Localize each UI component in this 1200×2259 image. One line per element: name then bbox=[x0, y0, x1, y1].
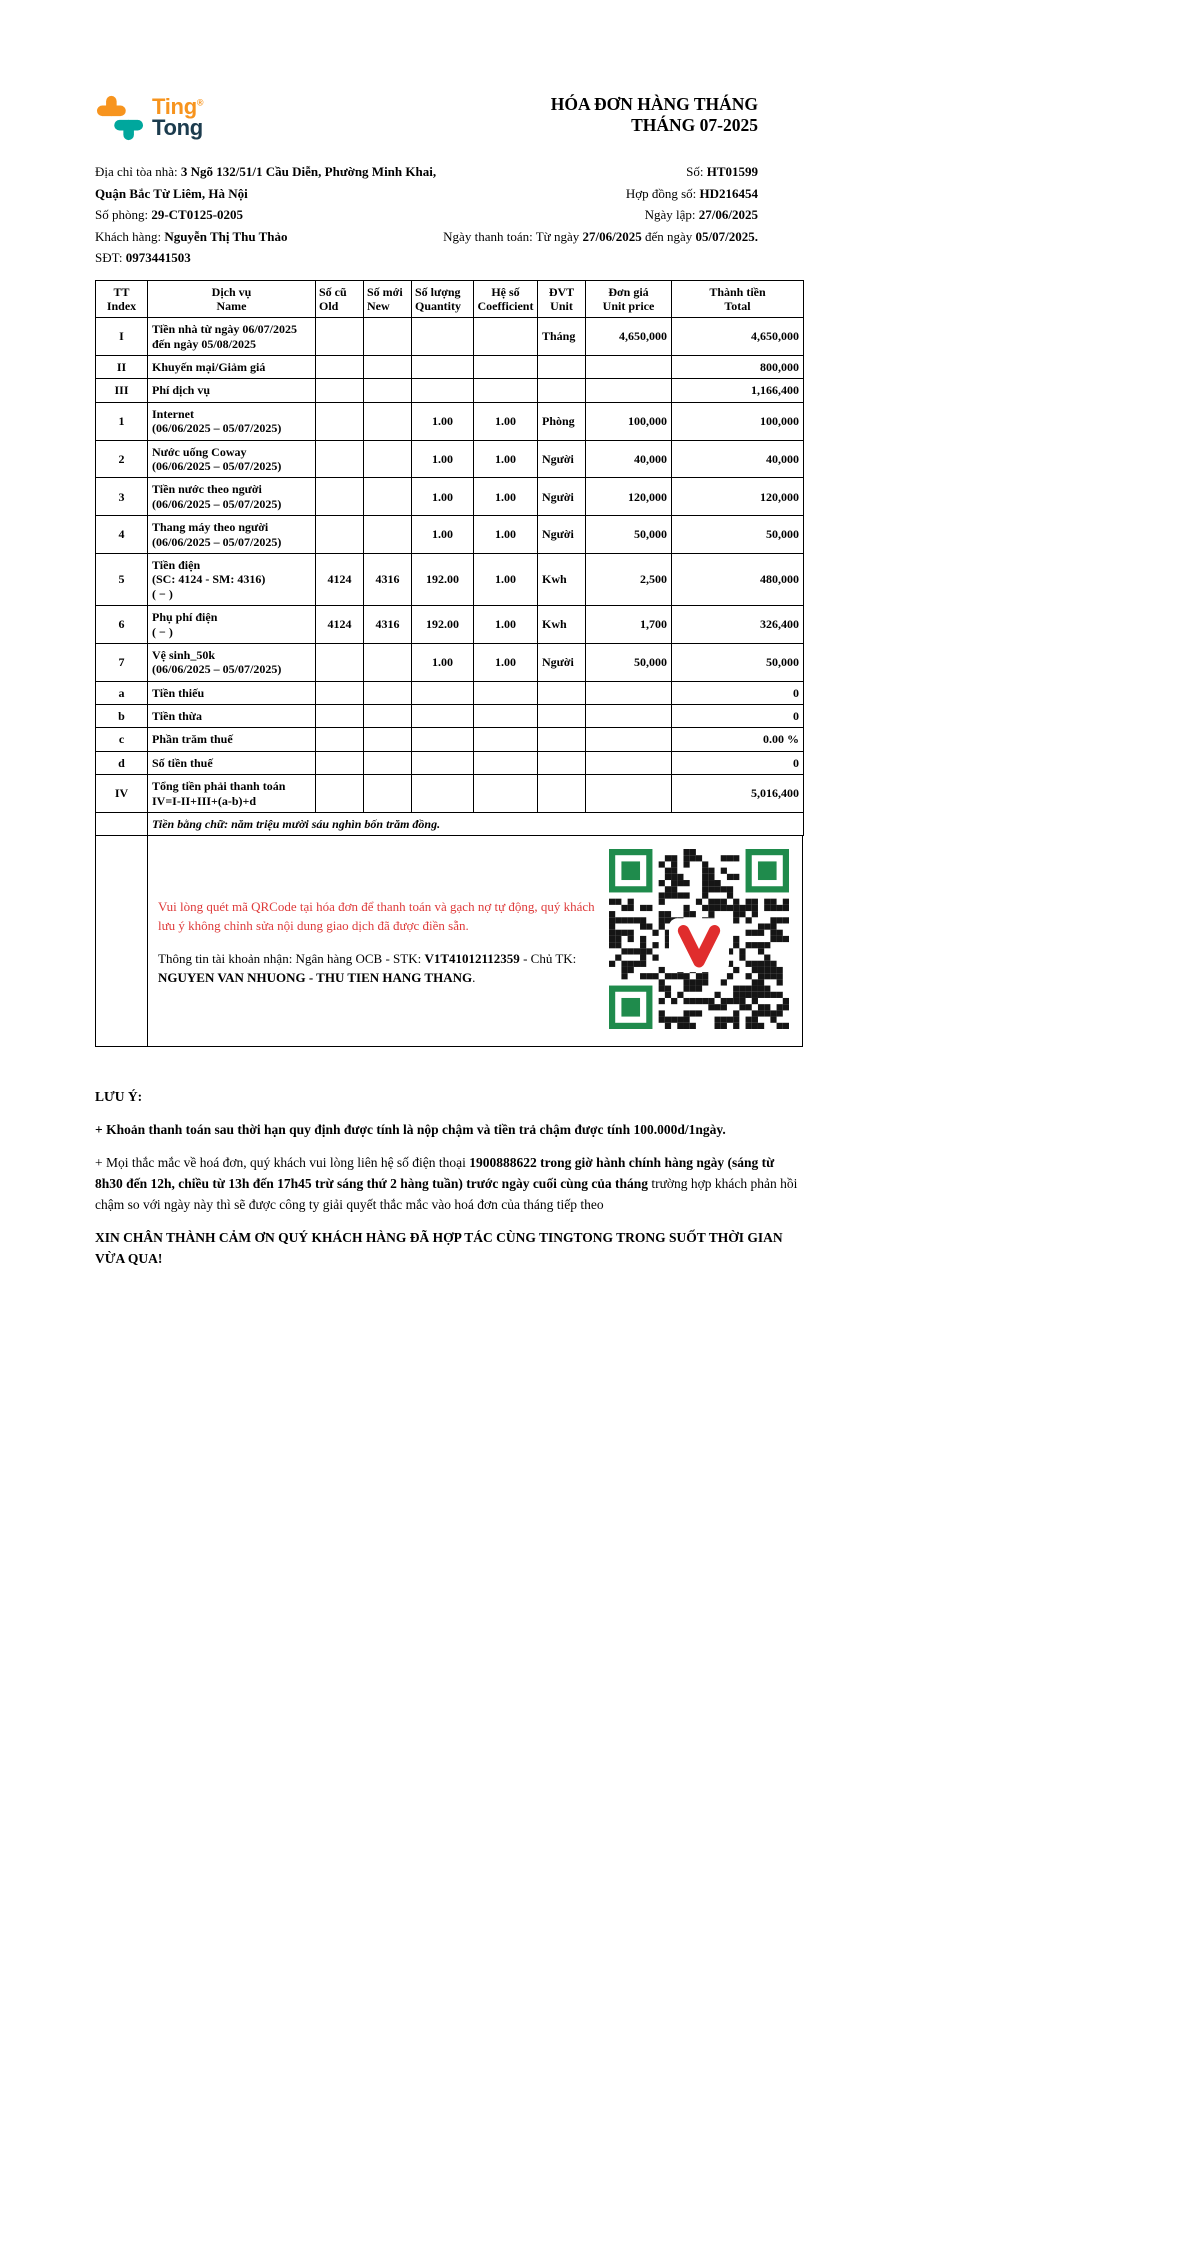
issue-date-label: Ngày lập: bbox=[644, 207, 699, 222]
cell-price bbox=[586, 728, 672, 751]
cell-price bbox=[586, 705, 672, 728]
room-number bbox=[95, 204, 436, 226]
cell-idx: IV bbox=[96, 775, 148, 813]
cell-price bbox=[586, 681, 672, 704]
cell-price: 100,000 bbox=[586, 402, 672, 440]
contract-label: Hợp đồng số: bbox=[625, 185, 700, 201]
qr-section-text bbox=[148, 836, 609, 1046]
payment-label: Ngày thanh toán: Từ ngày bbox=[443, 228, 583, 244]
cell-unit: Người bbox=[538, 643, 586, 681]
cell-unit bbox=[538, 356, 586, 379]
cell-name: Tiền điện (SC: 4124 - SM: 4316) ( − ) bbox=[148, 553, 316, 605]
cell-new bbox=[364, 705, 412, 728]
logo-ting-text: Ting bbox=[152, 94, 197, 120]
invoice-number-label: Số: bbox=[686, 164, 707, 179]
cell-old bbox=[316, 402, 364, 440]
customer-name bbox=[95, 226, 436, 248]
invoice-row-b bbox=[96, 705, 804, 728]
cell-price: 50,000 bbox=[586, 516, 672, 554]
cell-old: 4124 bbox=[316, 553, 364, 605]
cell-qty bbox=[412, 775, 474, 813]
cell-coef bbox=[474, 705, 538, 728]
payment-period bbox=[443, 226, 758, 248]
account-holder: NGUYEN VAN NHUONG - THU TIEN HANG THANG bbox=[158, 970, 473, 986]
cell-name: Tiền thừa bbox=[148, 705, 316, 728]
amount-in-words-value: năm triệu mười sáu nghìn bốn trăm đồng. bbox=[231, 817, 441, 832]
cell-idx: 6 bbox=[96, 606, 148, 644]
customer-value: Nguyễn Thị Thu Thảo bbox=[164, 228, 288, 244]
cell-unit bbox=[538, 728, 586, 751]
cell-coef: 1.00 bbox=[474, 516, 538, 554]
cell-total: 50,000 bbox=[672, 643, 804, 681]
cell-name: Tiền nước theo người (06/06/2025 – 05/07/2025) bbox=[148, 478, 316, 516]
cell-old bbox=[316, 356, 364, 379]
cell-qty bbox=[412, 318, 474, 356]
invoice-row-III bbox=[96, 379, 804, 402]
cell-idx: 4 bbox=[96, 516, 148, 554]
cell-old bbox=[316, 440, 364, 478]
cell-name: Tiền nhà từ ngày 06/07/2025 đến ngày 05/08/2025 bbox=[148, 318, 316, 356]
cell-old: 4124 bbox=[316, 606, 364, 644]
cell-new bbox=[364, 402, 412, 440]
column-header: Số cũ Old bbox=[316, 280, 364, 318]
cell-unit: Phòng bbox=[538, 402, 586, 440]
thank-you-note: XIN CHÂN THÀNH CẢM ƠN QUÝ KHÁCH HÀNG ĐÃ HỢP TÁC CÙNG TINGTONG TRONG SUỐT THỜI GIAN VỪA QUA! bbox=[95, 1230, 783, 1266]
invoice-table bbox=[95, 280, 804, 837]
qr-code bbox=[609, 836, 802, 1046]
cell-qty: 1.00 bbox=[412, 643, 474, 681]
column-header: TT Index bbox=[96, 280, 148, 318]
contract-value: HD216454 bbox=[699, 185, 758, 201]
invoice-row-a bbox=[96, 681, 804, 704]
invoice-info-left bbox=[95, 161, 436, 269]
cell-qty bbox=[412, 751, 474, 774]
issue-date bbox=[443, 204, 758, 226]
invoice-row-3 bbox=[96, 478, 804, 516]
cell-new bbox=[364, 516, 412, 554]
cell-total: 100,000 bbox=[672, 402, 804, 440]
cell-old bbox=[316, 705, 364, 728]
hotline-note-part4: trường hợp khách phản hồi chậm so với ngày này thì sẽ được công ty giải quyết thắc mắc vào hoá đơn của tháng tiếp theo bbox=[95, 1176, 798, 1213]
invoice-row-II bbox=[96, 356, 804, 379]
cell-old bbox=[316, 478, 364, 516]
cell-old bbox=[316, 643, 364, 681]
cell-qty bbox=[412, 379, 474, 402]
tingtong-logo bbox=[95, 94, 203, 142]
cell-idx: 2 bbox=[96, 440, 148, 478]
account-number: V1T41012112359 bbox=[424, 950, 520, 966]
invoice-row-I bbox=[96, 318, 804, 356]
column-header: ĐVT Unit bbox=[538, 280, 586, 318]
cell-total: 0 bbox=[672, 751, 804, 774]
building-address-line1 bbox=[95, 161, 436, 183]
cell-total: 1,166,400 bbox=[672, 379, 804, 402]
hotline-note bbox=[95, 1153, 803, 1216]
cell-total: 800,000 bbox=[672, 356, 804, 379]
payment-to-date: 05/07/2025. bbox=[695, 228, 758, 244]
cell-qty: 1.00 bbox=[412, 478, 474, 516]
cell-price: 50,000 bbox=[586, 643, 672, 681]
invoice-row-4 bbox=[96, 516, 804, 554]
cell-unit: Người bbox=[538, 516, 586, 554]
cell-qty bbox=[412, 728, 474, 751]
invoice-row-6 bbox=[96, 606, 804, 644]
cell-unit: Người bbox=[538, 478, 586, 516]
cell-total: 120,000 bbox=[672, 478, 804, 516]
cell-qty bbox=[412, 356, 474, 379]
address-value: 3 Ngõ 132/51/1 Cầu Diễn, Phường Minh Khai, bbox=[180, 164, 437, 179]
cell-qty bbox=[412, 681, 474, 704]
tingtong-logo-icon bbox=[95, 94, 145, 142]
invoice-row-5 bbox=[96, 553, 804, 605]
cell-old bbox=[316, 728, 364, 751]
cell-new bbox=[364, 775, 412, 813]
qr-section-left-cell bbox=[96, 836, 148, 1046]
amount-in-words-label: Tiền bằng chữ: bbox=[152, 817, 232, 832]
cell-coef: 1.00 bbox=[474, 478, 538, 516]
cell-idx: b bbox=[96, 705, 148, 728]
cell-coef bbox=[474, 751, 538, 774]
room-label: Số phòng: bbox=[95, 207, 152, 222]
cell-idx: III bbox=[96, 379, 148, 402]
room-value: 29-CT0125-0205 bbox=[151, 207, 244, 222]
column-header: Dịch vụ Name bbox=[148, 280, 316, 318]
issue-date-value: 27/06/2025 bbox=[698, 207, 758, 222]
cell-total: 4,650,000 bbox=[672, 318, 804, 356]
cell-idx: 3 bbox=[96, 478, 148, 516]
cell-name: Tổng tiền phải thanh toán IV=I-II+III+(a-b)+d bbox=[148, 775, 316, 813]
column-header: Thành tiền Total bbox=[672, 280, 804, 318]
account-prefix: Thông tin tài khoản nhận: Ngân hàng OCB - STK: bbox=[158, 950, 425, 966]
cell-name: Phần trăm thuế bbox=[148, 728, 316, 751]
cell-old bbox=[316, 681, 364, 704]
building-address-line2 bbox=[95, 183, 436, 205]
cell-total: 0 bbox=[672, 681, 804, 704]
cell-unit bbox=[538, 379, 586, 402]
cell-name: Số tiền thuế bbox=[148, 751, 316, 774]
cell-idx: 7 bbox=[96, 643, 148, 681]
cell-name: Tiền thiếu bbox=[148, 681, 316, 704]
cell-old bbox=[316, 751, 364, 774]
cell-unit bbox=[538, 705, 586, 728]
cell-old bbox=[316, 775, 364, 813]
cell-qty: 1.00 bbox=[412, 516, 474, 554]
cell-new bbox=[364, 728, 412, 751]
invoice-number-value: HT01599 bbox=[706, 164, 758, 179]
cell-total: 5,016,400 bbox=[672, 775, 804, 813]
cell-new bbox=[364, 379, 412, 402]
cell-name: Phụ phí điện ( − ) bbox=[148, 606, 316, 644]
phone-label: SĐT: bbox=[95, 250, 126, 265]
cell-coef: 1.00 bbox=[474, 553, 538, 605]
cell-qty: 1.00 bbox=[412, 440, 474, 478]
cell-unit: Kwh bbox=[538, 606, 586, 644]
cell-old bbox=[316, 516, 364, 554]
cell-coef bbox=[474, 356, 538, 379]
column-header: Số mới New bbox=[364, 280, 412, 318]
address-value2: Quận Bắc Từ Liêm, Hà Nội bbox=[95, 185, 248, 201]
hotline-note-part2: 1900888622 trong giờ hành chính hàng ngày (sáng từ 8h30 đến 12h, chiều từ 13h đến 17h45 trừ sáng thứ 2 hàng tuần) bbox=[95, 1155, 775, 1192]
column-header: Đơn giá Unit price bbox=[586, 280, 672, 318]
cell-price: 40,000 bbox=[586, 440, 672, 478]
customer-phone bbox=[95, 247, 436, 269]
cell-old bbox=[316, 318, 364, 356]
invoice-row-1 bbox=[96, 402, 804, 440]
contract-number bbox=[443, 183, 758, 205]
account-suffix: . bbox=[472, 970, 476, 986]
cell-new bbox=[364, 478, 412, 516]
late-payment-note: + Khoản thanh toán sau thời hạn quy định được tính là nộp chậm và tiền trả chậm được tính 100.000d/1ngày. bbox=[95, 1122, 726, 1138]
cell-unit bbox=[538, 751, 586, 774]
cell-price bbox=[586, 356, 672, 379]
logo-tong-text: Tong bbox=[152, 115, 203, 140]
cell-new bbox=[364, 356, 412, 379]
cell-new bbox=[364, 643, 412, 681]
cell-coef: 1.00 bbox=[474, 643, 538, 681]
cell-coef bbox=[474, 728, 538, 751]
cell-new bbox=[364, 681, 412, 704]
amount-in-words bbox=[148, 813, 804, 836]
cell-price: 120,000 bbox=[586, 478, 672, 516]
cell-old bbox=[316, 379, 364, 402]
table-header-row bbox=[96, 280, 804, 318]
payment-mid-label: đến ngày bbox=[641, 228, 696, 244]
qr-section bbox=[95, 836, 803, 1047]
cell-new bbox=[364, 318, 412, 356]
cell-new: 4316 bbox=[364, 553, 412, 605]
cell-price bbox=[586, 775, 672, 813]
cell-idx: II bbox=[96, 356, 148, 379]
invoice-row-IV bbox=[96, 775, 804, 813]
cell-unit bbox=[538, 681, 586, 704]
cell-price: 2,500 bbox=[586, 553, 672, 605]
cell-new: 4316 bbox=[364, 606, 412, 644]
column-header: Số lượng Quantity bbox=[412, 280, 474, 318]
cell-idx bbox=[96, 813, 148, 836]
hotline-note-part3: trước ngày cuối cùng của tháng bbox=[462, 1176, 652, 1192]
cell-price: 1,700 bbox=[586, 606, 672, 644]
cell-coef: 1.00 bbox=[474, 606, 538, 644]
cell-name: Khuyến mại/Giảm giá bbox=[148, 356, 316, 379]
invoice-row-c bbox=[96, 728, 804, 751]
notes-heading: LƯU Ý: bbox=[95, 1089, 143, 1105]
registered-mark-icon: ® bbox=[196, 97, 204, 108]
cell-name: Thang máy theo người (06/06/2025 – 05/07/2025) bbox=[148, 516, 316, 554]
cell-price bbox=[586, 379, 672, 402]
account-mid: - Chủ TK: bbox=[519, 950, 577, 966]
cell-name: Phí dịch vụ bbox=[148, 379, 316, 402]
cell-qty: 192.00 bbox=[412, 553, 474, 605]
cell-new bbox=[364, 440, 412, 478]
cell-price: 4,650,000 bbox=[586, 318, 672, 356]
cell-total: 40,000 bbox=[672, 440, 804, 478]
cell-total: 50,000 bbox=[672, 516, 804, 554]
cell-price bbox=[586, 751, 672, 774]
cell-coef: 1.00 bbox=[474, 402, 538, 440]
cell-unit bbox=[538, 775, 586, 813]
customer-label: Khách hàng: bbox=[95, 228, 165, 244]
qr-code-image bbox=[609, 849, 789, 1029]
cell-total: 480,000 bbox=[672, 553, 804, 605]
invoice-page bbox=[95, 0, 803, 1270]
cell-coef bbox=[474, 775, 538, 813]
invoice-title: HÓA ĐƠN HÀNG THÁNG THÁNG 07-2025 bbox=[550, 94, 758, 136]
invoice-number bbox=[443, 161, 758, 183]
cell-idx: I bbox=[96, 318, 148, 356]
cell-new bbox=[364, 751, 412, 774]
cell-name: Vệ sinh_50k (06/06/2025 – 05/07/2025) bbox=[148, 643, 316, 681]
payment-from-date: 27/06/2025 bbox=[582, 228, 642, 244]
cell-coef bbox=[474, 318, 538, 356]
logo-wordmark bbox=[152, 94, 204, 140]
cell-coef: 1.00 bbox=[474, 440, 538, 478]
cell-idx: 1 bbox=[96, 402, 148, 440]
cell-coef bbox=[474, 681, 538, 704]
cell-idx: d bbox=[96, 751, 148, 774]
invoice-row-d bbox=[96, 751, 804, 774]
qr-instruction-text: Vui lòng quét mã QRCode tại hóa đơn để thanh toán và gạch nợ tự động, quý khách lưu ý không chỉnh sửa nội dung giao dịch đã được điền sẵn. bbox=[158, 899, 595, 933]
column-header: Hệ số Coefficient bbox=[474, 280, 538, 318]
cell-total: 0.00 % bbox=[672, 728, 804, 751]
cell-name: Nước uống Coway (06/06/2025 – 05/07/2025) bbox=[148, 440, 316, 478]
footer-notes bbox=[95, 1087, 803, 1269]
cell-unit: Người bbox=[538, 440, 586, 478]
address-label: Địa chỉ tòa nhà: bbox=[95, 164, 181, 179]
cell-unit: Kwh bbox=[538, 553, 586, 605]
cell-idx: 5 bbox=[96, 553, 148, 605]
cell-qty: 192.00 bbox=[412, 606, 474, 644]
cell-qty: 1.00 bbox=[412, 402, 474, 440]
invoice-info-right bbox=[443, 161, 803, 269]
payment-account-info bbox=[158, 949, 596, 988]
cell-coef bbox=[474, 379, 538, 402]
cell-total: 326,400 bbox=[672, 606, 804, 644]
cell-idx: c bbox=[96, 728, 148, 751]
phone-value: 0973441503 bbox=[125, 250, 191, 265]
amount-in-words-row bbox=[96, 813, 804, 836]
invoice-row-2 bbox=[96, 440, 804, 478]
cell-name: Internet (06/06/2025 – 05/07/2025) bbox=[148, 402, 316, 440]
cell-qty bbox=[412, 705, 474, 728]
cell-total: 0 bbox=[672, 705, 804, 728]
header bbox=[95, 94, 803, 142]
cell-idx: a bbox=[96, 681, 148, 704]
invoice-row-7 bbox=[96, 643, 804, 681]
hotline-note-part1: + Mọi thắc mắc về hoá đơn, quý khách vui lòng liên hệ số điện thoại bbox=[95, 1155, 470, 1171]
cell-unit: Tháng bbox=[538, 318, 586, 356]
invoice-info bbox=[95, 161, 803, 269]
